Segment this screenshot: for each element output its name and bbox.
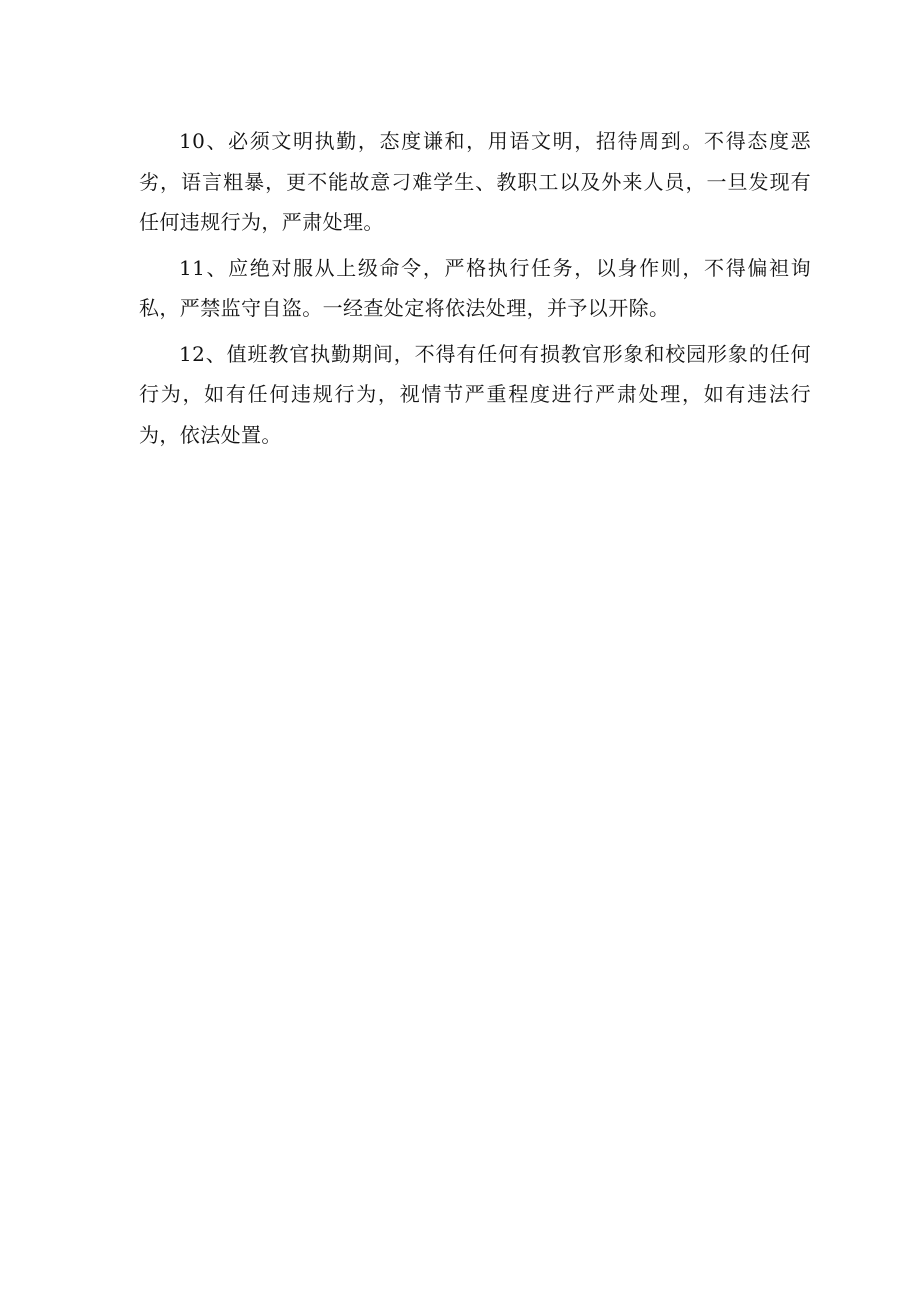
paragraph-rule-12: 12、值班教官执勤期间，不得有任何有损教官形象和校园形象的任何行为，如有任何违规行为，视情节严重程度进行严肃处理，如有违法行为，依法处置。 <box>139 341 811 447</box>
document-body <box>139 121 811 460</box>
paragraph-rule-11: 11、应绝对服从上级命令，严格执行任务，以身作则，不得偏袒询私，严禁监守自盗。一经查处定将依法处理，并予以开除。 <box>139 255 811 320</box>
paragraph-rule-10: 10、必须文明执勤，态度谦和，用语文明，招待周到。不得态度恶劣，语言粗暴，更不能故意刁难学生、教职工以及外来人员，一旦发现有任何违规行为，严肃处理。 <box>139 129 811 234</box>
